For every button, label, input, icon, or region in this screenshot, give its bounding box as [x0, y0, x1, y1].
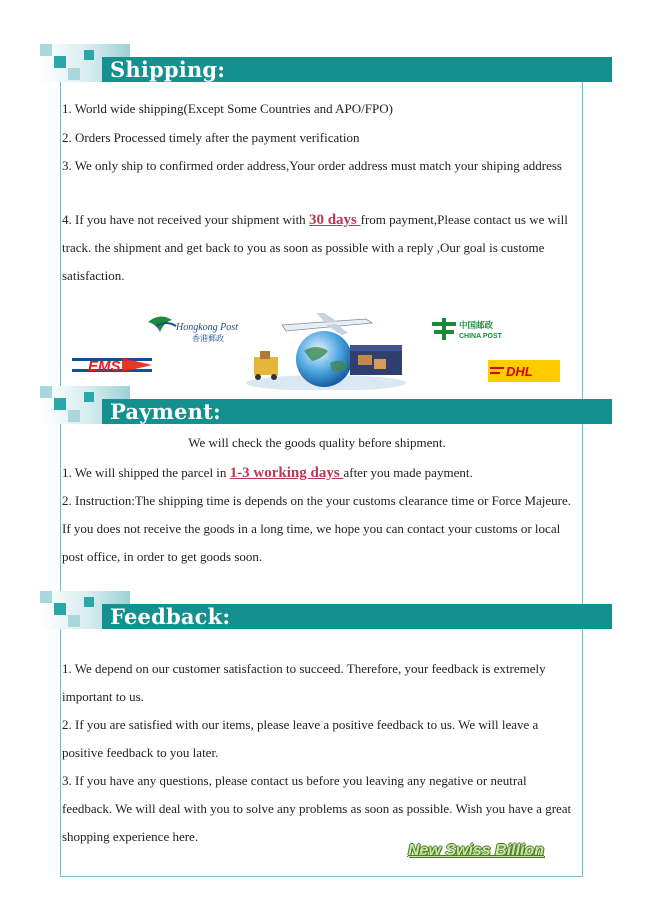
feedback-item-2: 2. If you are satisfied with our items, please leave a positive feedback to us. We will leave a positive feedback to you later. — [62, 717, 539, 760]
shipping-item-3: 3. We only ship to confirmed order address,Your order address must match your shiping address — [62, 158, 562, 173]
deco-square — [40, 44, 52, 56]
shipping-illustration — [246, 311, 408, 390]
dhl-logo — [488, 360, 560, 382]
payment-item-1-post: after you made payment. — [343, 465, 473, 480]
payment-item-1 — [62, 464, 572, 482]
china-post-logo — [430, 316, 506, 342]
hongkong-post-logo — [146, 310, 258, 344]
china-post-en: CHINA POST — [459, 333, 502, 340]
feedback-header — [40, 591, 612, 629]
deco-square — [84, 50, 94, 60]
payment-item-2: 2. Instruction:The shipping time is depends on the your customs clearance time or Force Majeure. If you does not receive the goods in a long time, we hope you can contact your customs or local post office, in order to get goods soon. — [62, 493, 572, 564]
brand-signature: New Swiss Billion — [408, 842, 545, 859]
deco-square — [54, 56, 66, 68]
feedback-item-3: 3. If you have any questions, please contact us before you leaving any negative or neutral feedback. We will deal with you to solve any problems as soon as possible. Wish you have a great shopping experience here. — [62, 773, 572, 844]
shipping-item-4-post: from payment,Please contact us we will track. the shipment and get back to you as soon as possible with a reply ,Our goal is custome satisfaction. — [62, 212, 568, 283]
deco-square — [68, 410, 80, 422]
payment-intro: We will check the goods quality before shipment. — [188, 435, 446, 450]
shipping-item-1: 1. World wide shipping(Except Some Countries and APO/FPO) — [62, 101, 393, 116]
ems-text: EMS — [88, 358, 121, 375]
payment-item-1-pre: 1. We will shipped the parcel in — [62, 465, 230, 480]
shipping-title: Shipping: — [110, 57, 226, 82]
dhl-text: DHL — [506, 364, 533, 379]
deco-square — [84, 392, 94, 402]
payment-days-highlight: 1-3 working days — [229, 465, 344, 481]
deco-square — [68, 68, 80, 80]
deco-square — [40, 591, 52, 603]
shipping-header — [40, 44, 612, 82]
china-post-cn: 中国邮政 — [459, 321, 494, 331]
ems-logo — [72, 354, 152, 376]
deco-square — [40, 386, 52, 398]
shipping-item-4 — [62, 206, 572, 290]
hk-post-cn: 香港郵政 — [192, 334, 224, 343]
shipping-item-4-pre: 4. If you have not received your shipment with — [62, 212, 309, 227]
payment-title: Payment: — [110, 399, 221, 424]
payment-header — [40, 386, 612, 424]
deco-square — [68, 615, 80, 627]
deco-square — [54, 603, 66, 615]
deco-square — [54, 398, 66, 410]
feedback-title: Feedback: — [110, 604, 231, 629]
feedback-item-1: 1. We depend on our customer satisfaction to succeed. Therefore, your feedback is extremely important to us. — [62, 661, 546, 704]
shipping-item-2: 2. Orders Processed timely after the payment verification — [62, 130, 360, 145]
deco-square — [84, 597, 94, 607]
shipping-days-highlight: 30 days — [308, 212, 361, 228]
hk-post-name: Hongkong Post — [176, 322, 238, 333]
